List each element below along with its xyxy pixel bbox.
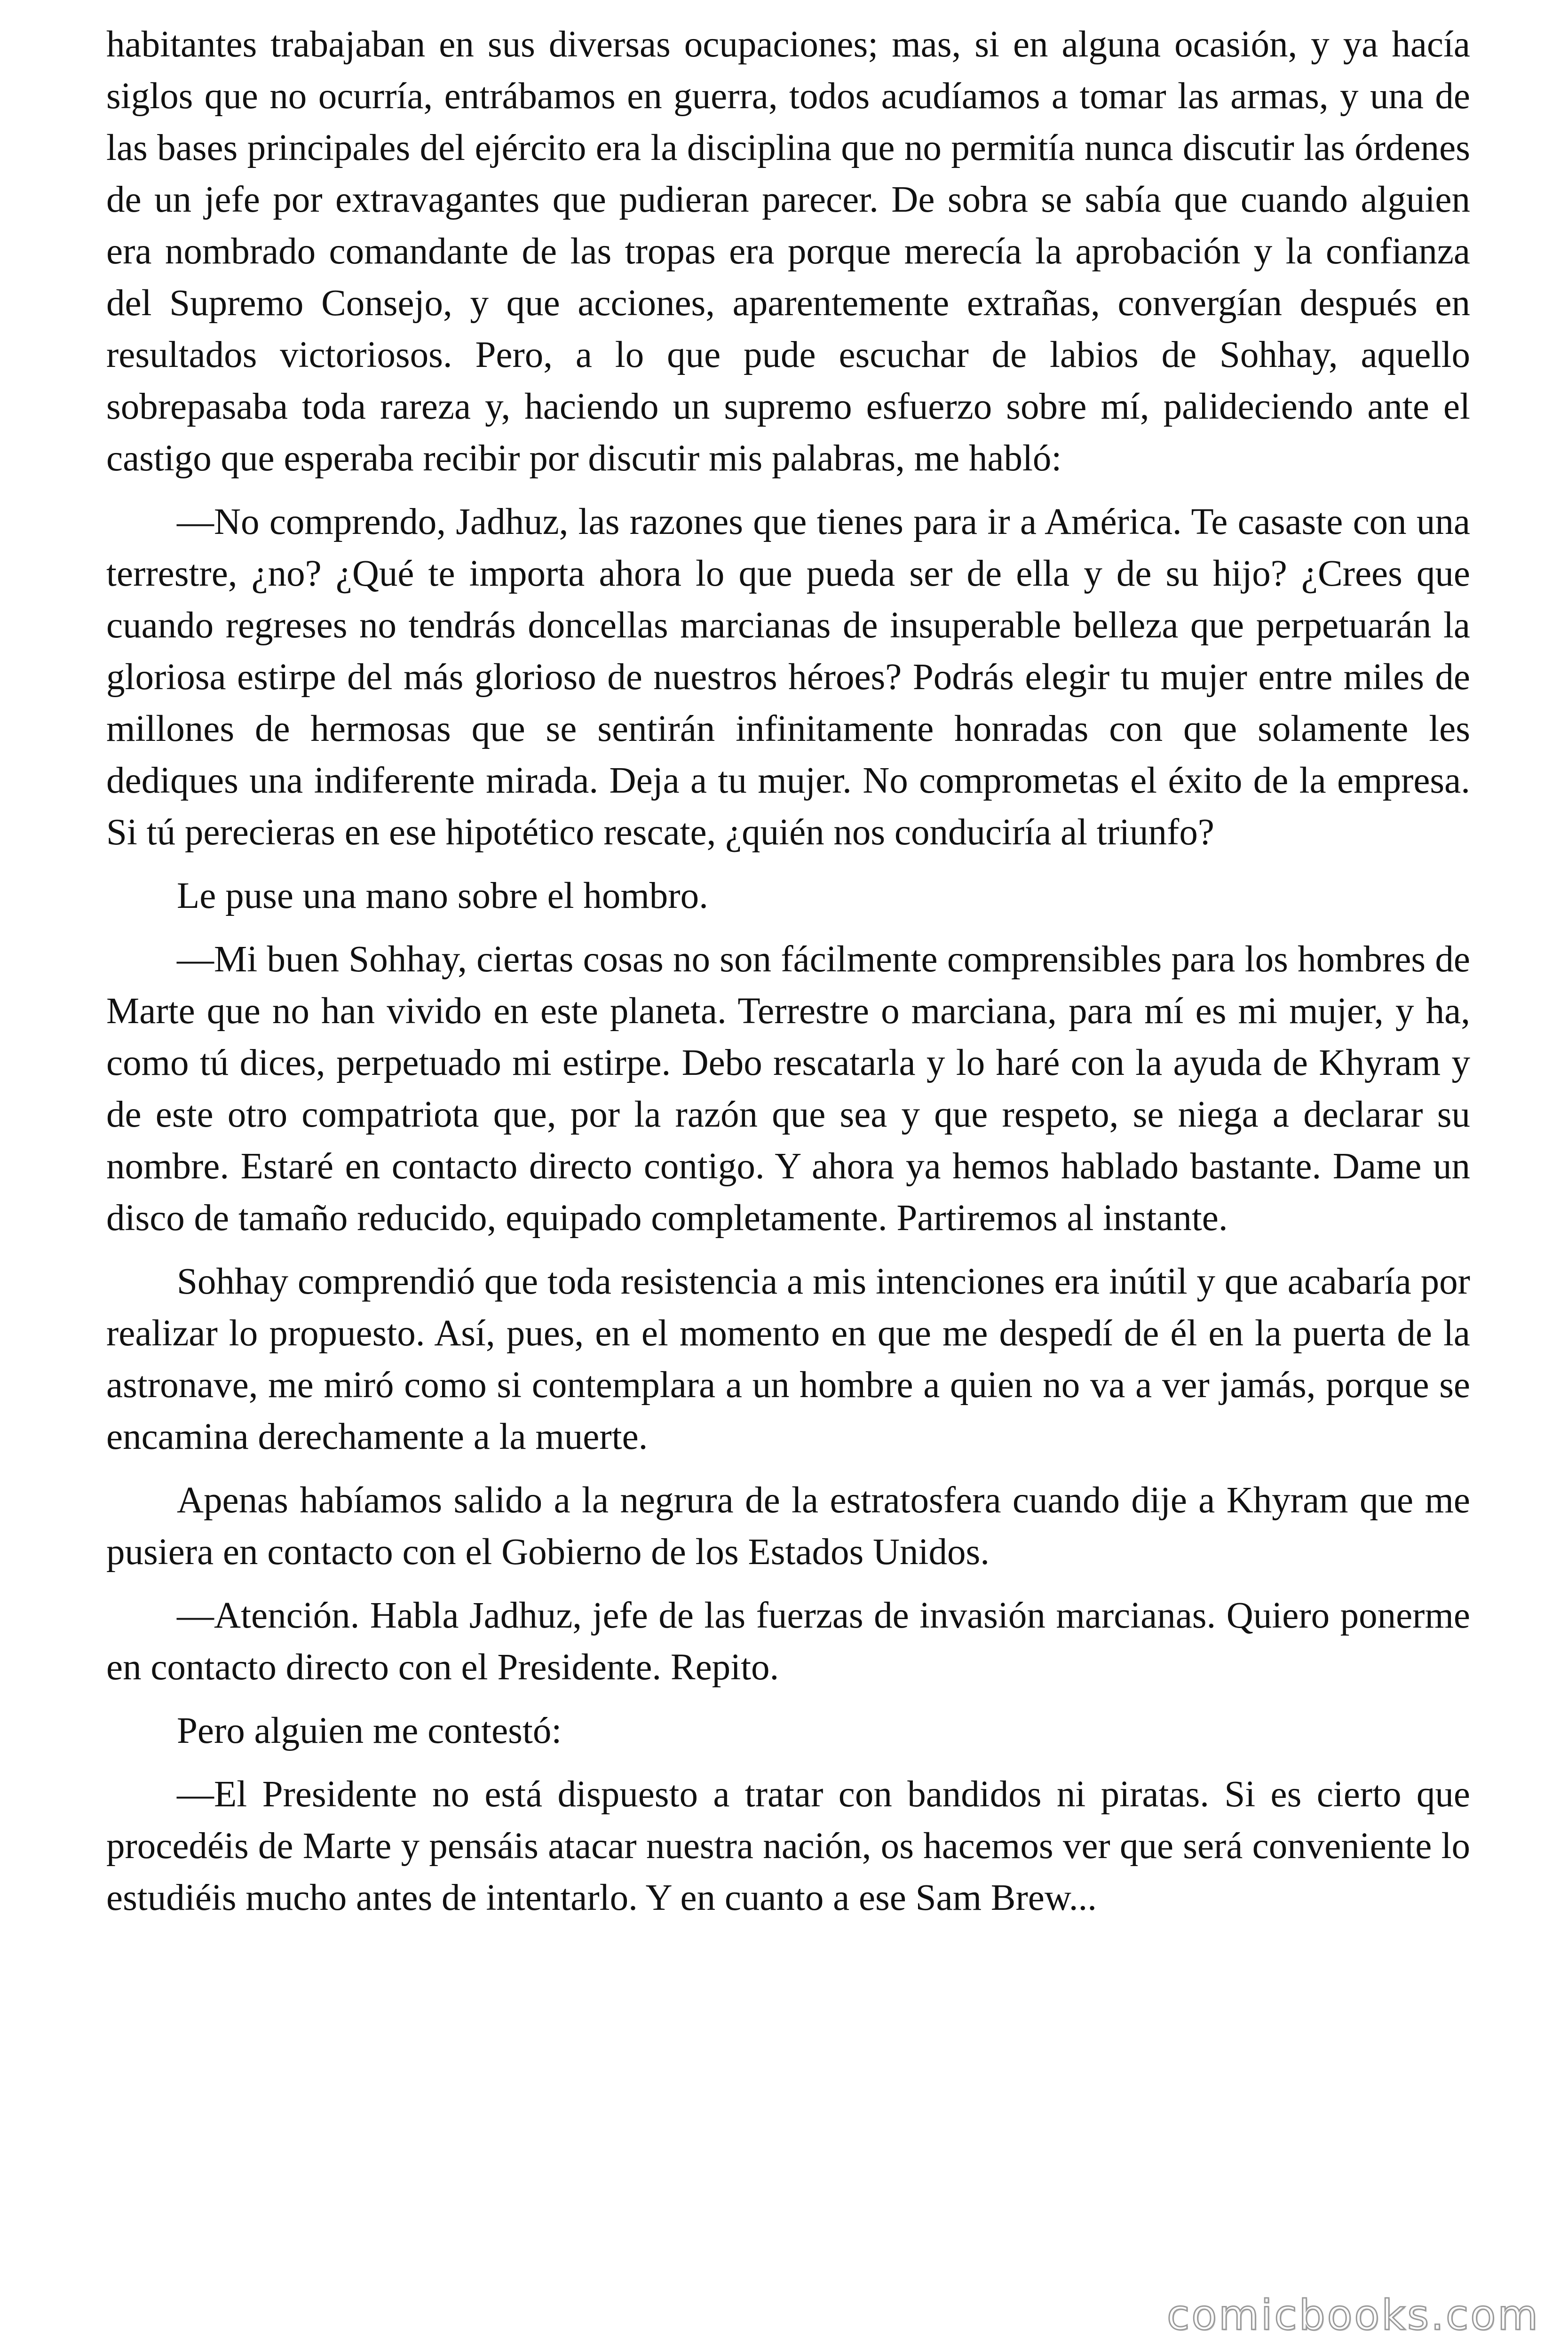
paragraph-7: —Atención. Habla Jadhuz, jefe de las fuerzas de invasión marcianas. Quiero ponerme en contacto directo con el Presidente. Repito. — [106, 1595, 1470, 1688]
paragraph-2: —No comprendo, Jadhuz, las razones que tienes para ir a América. Te casaste con una terrestre, ¿no? ¿Qué te importa ahora lo que pueda ser de ella y de su hijo? ¿Crees que cuando regreses no tendrás doncellas marcianas de insuperable belleza que perpetuarán la gloriosa estirpe del más glorioso de nuestros héroes? Podrás elegir tu mujer entre miles de millones de hermosas que se sentirán infinitamente honradas con que solamente les dediques una indiferente mirada. Deja a tu mujer. No comprometas el éxito de la empresa. Si tú perecieras en ese hipotético rescate, ¿quién nos conduciría al triunfo? — [106, 501, 1470, 853]
page-text-body — [106, 19, 1470, 1936]
paragraph-5: Sohhay comprendió que toda resistencia a mis intenciones era inútil y que acabaría por realizar lo propuesto. Así, pues, en el momento en que me despedí de él en la puerta de la astronave, me miró como si contemplara a un hombre a quien no va a ver jamás, porque se encamina derechamente a la muerte. — [106, 1261, 1470, 1457]
paragraph-1: habitantes trabajaban en sus diversas ocupaciones; mas, si en alguna ocasión, y ya hacía siglos que no ocurría, entrábamos en guerra, todos acudíamos a tomar las armas, y una de las bases principales del ejército era la disciplina que no permitía nunca discutir las órdenes de un jefe por extravagantes que pudieran parecer. De sobra se sabía que cuando alguien era nombrado comandante de las tropas era porque merecía la aprobación y la confianza del Supremo Consejo, y que acciones, aparentemente extrañas, convergían después en resultados victoriosos. Pero, a lo que pude escuchar de labios de Sohhay, aquello sobrepasaba toda rareza y, haciendo un supremo esfuerzo sobre mí, palideciendo ante el castigo que esperaba recibir por discutir mis palabras, me habló: — [106, 24, 1470, 479]
paragraph-9: —El Presidente no está dispuesto a tratar con bandidos ni piratas. Si es cierto que procedéis de Marte y pensáis atacar nuestra nación, os hacemos ver que será conveniente lo estudiéis mucho antes de intentarlo. Y en cuanto a ese Sam Brew... — [106, 1774, 1470, 1918]
paragraph-8: Pero alguien me contestó: — [177, 1710, 562, 1751]
paragraph-6: Apenas habíamos salido a la negrura de la estratosfera cuando dije a Khyram que me pusiera en contacto con el Gobierno de los Estados Unidos. — [106, 1480, 1470, 1573]
watermark: comicbooks.com — [1166, 2291, 1540, 2339]
paragraph-3: Le puse una mano sobre el hombro. — [177, 875, 708, 916]
paragraph-4: —Mi buen Sohhay, ciertas cosas no son fácilmente comprensibles para los hombres de Marte que no han vivido en este planeta. Terrestre o marciana, para mí es mi mujer, y ha, como tú dices, perpetuado mi estirpe. Debo rescatarla y lo haré con la ayuda de Khyram y de este otro compatriota que, por la razón que sea y que respeto, se niega a declarar su nombre. Estaré en contacto directo contigo. Y ahora ya hemos hablado bastante. Dame un disco de tamaño reducido, equipado completamente. Partiremos al instante. — [106, 939, 1470, 1239]
